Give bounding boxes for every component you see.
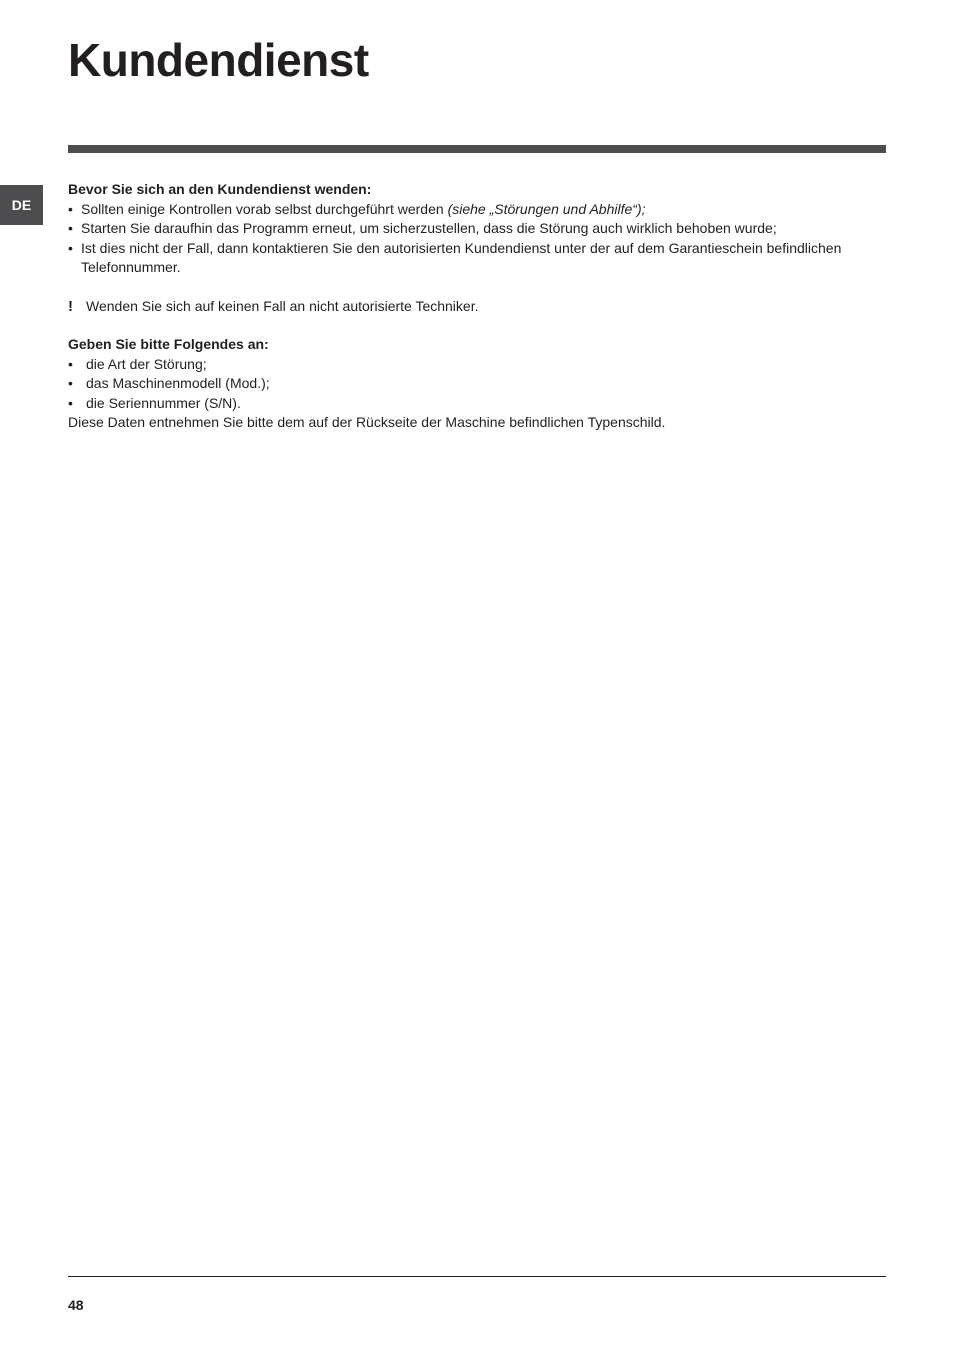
title-rule [68, 145, 886, 153]
section-heading-before-contact: Bevor Sie sich an den Kundendienst wenden: [68, 181, 372, 197]
list-item-text: das Maschinenmodell (Mod.); [86, 375, 270, 391]
bullet-icon: • [68, 375, 73, 391]
warning-note [68, 297, 886, 317]
bullet-icon: • [68, 394, 73, 411]
bullet-icon: • [68, 239, 73, 256]
list-item-reference: (siehe „Störungen und Abhilfe“); [447, 200, 646, 217]
page-number: 48 [68, 1297, 84, 1313]
list-item-text: Ist dies nicht der Fall, dann kontaktieren Sie den autorisierten Kundendienst unter der auf dem Garantieschein befindlichen Telefonnummer. [81, 239, 842, 275]
list-item-text: die Seriennummer (S/N). [86, 394, 241, 411]
list-item [68, 394, 886, 414]
page-title: Kundendienst [68, 34, 369, 86]
language-tab [0, 185, 43, 225]
list-item [68, 355, 886, 375]
list-item [68, 200, 886, 220]
check-list [68, 200, 886, 278]
list-item-text: Starten Sie daraufhin das Programm erneut, um sicherzustellen, dass die Störung auch wirklich behoben wurde; [81, 220, 777, 236]
list-item [68, 219, 886, 239]
language-tab-label: DE [11, 197, 32, 213]
info-list [68, 355, 886, 414]
list-item [68, 239, 886, 278]
footer-rule [68, 1276, 886, 1277]
main-content [68, 180, 886, 433]
warning-text: Wenden Sie sich auf keinen Fall an nicht autorisierte Techniker. [86, 297, 479, 314]
list-item-text: die Art der Störung; [86, 355, 207, 372]
exclamation-icon: ! [68, 297, 73, 315]
bullet-icon: • [68, 220, 73, 236]
bullet-icon: • [68, 200, 73, 217]
list-item [68, 374, 886, 394]
bullet-icon: • [68, 355, 73, 372]
list-item-text: Sollten einige Kontrollen vorab selbst durchgeführt werden [81, 200, 448, 217]
section-heading-provide-info: Geben Sie bitte Folgendes an: [68, 336, 269, 352]
type-plate-note: Diese Daten entnehmen Sie bitte dem auf der Rückseite der Maschine befindlichen Typenschild. [68, 414, 666, 430]
